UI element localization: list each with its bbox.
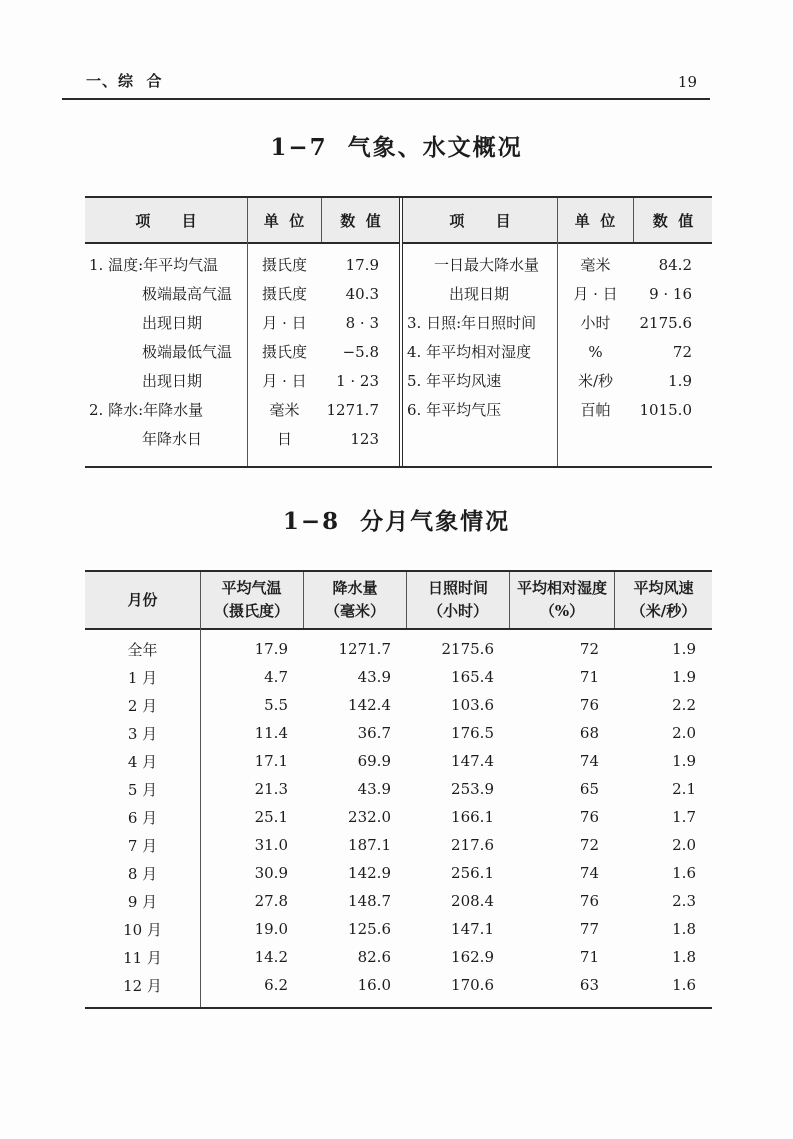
value-cell: 187.1 xyxy=(348,836,391,854)
value-cell: 208.4 xyxy=(451,892,494,910)
month-cell: 10 月 xyxy=(123,920,162,939)
value-cell: 25.1 xyxy=(254,808,288,826)
column-header-unit: 单 位 xyxy=(247,198,322,242)
value-cell: 2175.6 xyxy=(441,640,494,658)
value-cell: 21.3 xyxy=(254,780,288,798)
value-cell: 77 xyxy=(579,920,599,938)
column-header-unit: （小时） xyxy=(427,602,488,620)
value-cell: 17.1 xyxy=(254,752,288,770)
table-row xyxy=(85,803,712,831)
value-cell: 16.0 xyxy=(357,976,391,994)
column-header xyxy=(615,572,712,628)
value-cell: 84.2 xyxy=(658,255,692,274)
table-weather-overview xyxy=(85,196,712,468)
value-cell: 147.4 xyxy=(451,752,494,770)
item-cell: 1. 温度:年平均气温 xyxy=(89,256,219,274)
month-cell: 7 月 xyxy=(127,836,158,855)
value-cell: 1.9 xyxy=(672,668,696,686)
value-cell: 256.1 xyxy=(451,864,494,882)
column-header-label: 平均相对湿度 xyxy=(516,579,607,597)
unit-cell: 月 · 日 xyxy=(262,372,307,390)
value-cell: 9 · 16 xyxy=(649,284,692,303)
value-cell: 2.3 xyxy=(672,892,696,910)
item-cell: 3. 日照:年日照时间 xyxy=(407,314,537,332)
value-cell: 65 xyxy=(579,780,599,798)
table-row xyxy=(85,719,712,747)
column-header-unit: （毫米） xyxy=(324,602,385,620)
value-cell: 30.9 xyxy=(254,864,288,882)
month-cell: 9 月 xyxy=(127,892,158,911)
unit-cell: 米/秒 xyxy=(577,372,614,390)
column-header-value: 数 值 xyxy=(340,211,381,230)
section-title: 一、综 合 xyxy=(86,72,163,90)
unit-cell: % xyxy=(588,342,603,361)
value-cell: 36.7 xyxy=(357,724,391,742)
item-cell: 出现日期 xyxy=(449,285,510,303)
value-cell: 82.6 xyxy=(357,948,391,966)
month-cell: 8 月 xyxy=(127,864,158,883)
value-cell: 162.9 xyxy=(451,948,494,966)
month-cell: 11 月 xyxy=(123,948,162,967)
item-cell: 5. 年平均风速 xyxy=(407,372,502,390)
value-cell: 166.1 xyxy=(451,808,494,826)
value-cell: 74 xyxy=(579,752,599,770)
column-header xyxy=(200,572,304,628)
value-cell: 1271.7 xyxy=(326,400,379,419)
table-row xyxy=(85,859,712,887)
value-cell: 1.8 xyxy=(672,948,696,966)
month-cell: 12 月 xyxy=(123,976,162,995)
table2-title: 1−8 分月气象情况 xyxy=(282,508,511,535)
value-cell: 8 · 3 xyxy=(345,313,379,332)
column-divider xyxy=(200,572,201,1007)
column-header-label: 降水量 xyxy=(332,579,378,597)
column-header-label: 平均风速 xyxy=(633,579,694,597)
table1-left-half xyxy=(85,198,399,466)
item-cell: 4. 年平均相对湿度 xyxy=(407,343,532,361)
value-cell: 43.9 xyxy=(357,780,391,798)
table-row xyxy=(85,279,399,308)
value-cell: 2.0 xyxy=(672,836,696,854)
column-header-value: 数 值 xyxy=(652,211,694,230)
value-cell: 76 xyxy=(579,808,599,826)
value-cell: 148.7 xyxy=(348,892,391,910)
table-row xyxy=(85,635,712,663)
value-cell: 125.6 xyxy=(348,920,391,938)
item-cell: 出现日期 xyxy=(142,314,203,332)
table-row xyxy=(85,915,712,943)
page-header xyxy=(62,70,710,100)
value-cell: 72 xyxy=(672,342,692,361)
value-cell: 43.9 xyxy=(357,668,391,686)
value-cell: 1.6 xyxy=(672,864,696,882)
value-cell: 176.5 xyxy=(451,724,494,742)
unit-cell: 月 · 日 xyxy=(262,314,307,332)
value-cell: 11.4 xyxy=(254,724,288,742)
column-header xyxy=(304,572,407,628)
table-row xyxy=(85,308,399,337)
value-cell: 74 xyxy=(579,864,599,882)
value-cell: 123 xyxy=(350,429,379,448)
value-cell: 142.9 xyxy=(348,864,391,882)
value-cell: −5.8 xyxy=(342,342,379,361)
month-cell: 3 月 xyxy=(127,724,158,743)
column-header-unit: （摄氏度） xyxy=(213,602,289,620)
value-cell: 232.0 xyxy=(348,808,391,826)
table-row xyxy=(85,887,712,915)
value-cell: 2.0 xyxy=(672,724,696,742)
table2-body xyxy=(85,630,712,1007)
item-cell: 一日最大降水量 xyxy=(434,256,540,274)
table-row xyxy=(85,691,712,719)
table-row xyxy=(85,424,399,453)
page-number: 19 xyxy=(677,73,697,91)
column-header-unit: 单 位 xyxy=(557,198,634,242)
value-cell: 4.7 xyxy=(264,668,288,686)
unit-cell: 月 · 日 xyxy=(573,285,618,303)
month-cell: 5 月 xyxy=(127,780,158,799)
table1-right-half xyxy=(399,198,712,466)
value-cell: 217.6 xyxy=(451,836,494,854)
unit-cell: 百帕 xyxy=(580,401,611,419)
value-cell: 17.9 xyxy=(345,255,379,274)
month-cell: 6 月 xyxy=(127,808,158,827)
item-cell: 年降水日 xyxy=(142,430,203,448)
column-header xyxy=(510,572,615,628)
table1-header-row xyxy=(85,198,399,244)
item-cell: 极端最低气温 xyxy=(142,343,233,361)
value-cell: 27.8 xyxy=(254,892,288,910)
table-row xyxy=(85,663,712,691)
value-cell: 253.9 xyxy=(451,780,494,798)
table-row xyxy=(85,831,712,859)
value-cell: 71 xyxy=(579,668,599,686)
value-cell: 72 xyxy=(579,836,599,854)
value-cell: 1.7 xyxy=(672,808,696,826)
month-cell: 2 月 xyxy=(127,696,158,715)
value-cell: 14.2 xyxy=(254,948,288,966)
value-cell: 142.4 xyxy=(348,696,391,714)
value-cell: 40.3 xyxy=(345,284,379,303)
column-header-item: 项 目 xyxy=(135,211,197,230)
table-row xyxy=(85,747,712,775)
value-cell: 1.6 xyxy=(672,976,696,994)
value-cell: 1 · 23 xyxy=(336,371,379,390)
column-header-item: 项 目 xyxy=(449,211,511,230)
table-row xyxy=(85,250,399,279)
column-header-label: 月份 xyxy=(127,590,158,609)
column-header-unit: （%） xyxy=(539,602,585,620)
value-cell: 72 xyxy=(579,640,599,658)
table-row xyxy=(85,943,712,971)
value-cell: 76 xyxy=(579,696,599,714)
value-cell: 165.4 xyxy=(451,668,494,686)
column-header xyxy=(85,572,200,628)
unit-cell: 摄氏度 xyxy=(261,285,307,303)
value-cell: 1.9 xyxy=(668,371,692,390)
column-divider xyxy=(557,198,558,466)
table2-header-row xyxy=(85,572,712,630)
column-header-label: 日照时间 xyxy=(427,579,488,597)
item-cell: 6. 年平均气压 xyxy=(407,401,502,419)
table-row xyxy=(85,366,399,395)
table-row xyxy=(85,395,399,424)
value-cell: 2.2 xyxy=(672,696,696,714)
value-cell: 17.9 xyxy=(254,640,288,658)
value-cell: 71 xyxy=(579,948,599,966)
unit-cell: 日 xyxy=(276,430,292,448)
value-cell: 170.6 xyxy=(451,976,494,994)
value-cell: 1.8 xyxy=(672,920,696,938)
value-cell: 19.0 xyxy=(254,920,288,938)
value-cell: 76 xyxy=(579,892,599,910)
month-cell: 1 月 xyxy=(127,668,158,687)
item-cell: 出现日期 xyxy=(142,372,203,390)
unit-cell: 摄氏度 xyxy=(261,256,307,274)
table1-left-body xyxy=(85,244,399,466)
table1-title: 1−7 气象、水文概况 xyxy=(270,134,523,161)
column-header-label: 平均气温 xyxy=(221,579,282,597)
value-cell: 1015.0 xyxy=(639,400,692,419)
value-cell: 2.1 xyxy=(672,780,696,798)
value-cell: 5.5 xyxy=(264,696,288,714)
value-cell: 103.6 xyxy=(451,696,494,714)
value-cell: 68 xyxy=(579,724,599,742)
unit-cell: 小时 xyxy=(580,314,611,332)
item-cell: 极端最高气温 xyxy=(142,285,233,303)
value-cell: 2175.6 xyxy=(639,313,692,332)
value-cell: 1271.7 xyxy=(338,640,391,658)
column-divider xyxy=(247,198,248,466)
value-cell: 63 xyxy=(579,976,599,994)
value-cell: 6.2 xyxy=(264,976,288,994)
month-cell: 全年 xyxy=(127,640,158,659)
column-header xyxy=(407,572,510,628)
table-monthly-weather xyxy=(85,570,712,1009)
table-row xyxy=(85,337,399,366)
unit-cell: 毫米 xyxy=(269,401,300,419)
value-cell: 31.0 xyxy=(254,836,288,854)
value-cell: 1.9 xyxy=(672,752,696,770)
column-header-unit: （米/秒） xyxy=(630,602,697,620)
table-row xyxy=(85,971,712,999)
item-cell: 2. 降水:年降水量 xyxy=(89,401,204,419)
unit-cell: 摄氏度 xyxy=(261,343,307,361)
unit-cell: 毫米 xyxy=(580,256,611,274)
value-cell: 1.9 xyxy=(672,640,696,658)
value-cell: 69.9 xyxy=(357,752,391,770)
table-row xyxy=(85,775,712,803)
value-cell: 147.1 xyxy=(451,920,494,938)
month-cell: 4 月 xyxy=(127,752,158,771)
